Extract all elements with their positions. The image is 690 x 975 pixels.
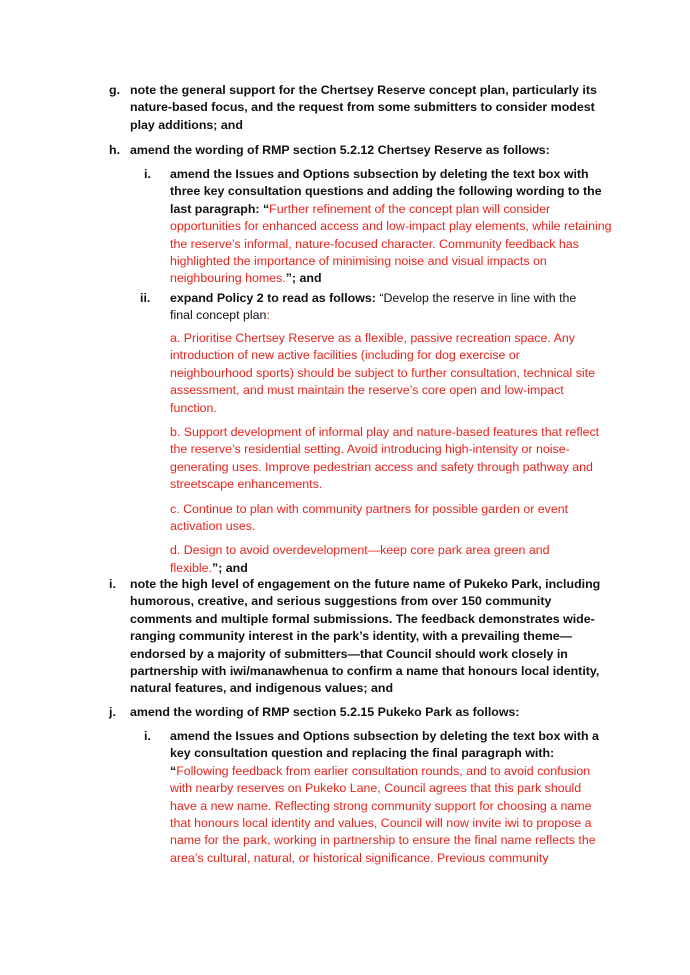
item-h-sub-ii-colon: :: [266, 308, 270, 323]
item-g-text: note the general support for the Chertsey Reserve concept plan, particularly its nature-based focus, and the request from some submitters to consider modest play additions; and: [130, 83, 597, 132]
policy-para-a: a. Prioritise Chertsey Reserve as a flexible, passive recreation space. Any introduction of new active facilities (including for dog exercise or neighbourhood sports) should be subject to further consultation, technical site assessment, and must maintain the reserve’s core open and low-impact function.: [170, 331, 595, 415]
policy-para-d-text: d. Design to avoid overdevelopment—keep core park area green and flexible.: [170, 543, 550, 575]
item-h-sub-i-red: Further refinement of the concept plan will consider opportunities for enhanced access and low-impact play elements, while retaining the reserve’s informal, nature-focused character. Community feedback has highlighted the importance of minimising noise and visual impacts on neighbouring homes.: [170, 201, 612, 286]
item-h-label: h.: [109, 143, 121, 157]
item-j-sub-i-text: [170, 728, 610, 867]
item-j-label: j.: [109, 705, 116, 719]
policy-para-d-tail: ”; and: [212, 560, 248, 575]
item-h-sub-i-label: i.: [144, 167, 151, 181]
item-j-sub-i-red: Following feedback from earlier consultation rounds, and to avoid confusion with nearby reserves on Pukeko Lane, Council agrees that this park should have a new name. Reflecting strong community support for choosing a name that honours local identity and values, Council will now invite iwi to propose a name for the park, working in partnership to ensure the final name reflects the area’s cultural, natural, or historical significance. Previous community: [170, 763, 596, 865]
item-h-sub-ii-policies: [170, 330, 602, 584]
item-h-sub-ii-normal: “Develop the reserve in line with the final concept plan: [170, 291, 577, 323]
item-h-sub-ii-intro: [170, 290, 600, 325]
item-j-sub-i-bold: amend the Issues and Options subsection by deleting the text box with a key consultation question and replacing the final paragraph with: “: [170, 729, 599, 778]
item-h-sub-i-bold: amend the Issues and Options subsection by deleting the text box with three key consultation questions and adding the following wording to the last paragraph: “: [170, 167, 602, 216]
item-j-sub-i-label: i.: [144, 729, 151, 743]
item-h-text: amend the wording of RMP section 5.2.12 Chertsey Reserve as follows:: [130, 143, 550, 157]
policy-para-c: c. Continue to plan with community partners for possible garden or event activation uses.: [170, 501, 569, 534]
item-h-sub-i-text: [170, 166, 618, 288]
item-h-sub-i-tail: ”; and: [285, 271, 322, 286]
item-h-sub-ii-bold: expand Policy 2 to read as follows:: [170, 291, 376, 305]
item-j-text: amend the wording of RMP section 5.2.15 Pukeko Park as follows:: [130, 705, 520, 719]
policy-para-b: b. Support development of informal play and nature-based features that reflect the reserve’s residential setting. Avoid introducing high-intensity or noise-generating uses. Improve pedestrian access and safety through pathway and streetscape enhancements.: [170, 425, 600, 492]
item-i-text: note the high level of engagement on the future name of Pukeko Park, including humorous, creative, and serious suggestions from over 150 community comments and multiple formal submissions. The feedback demonstrates wide-ranging community interest in the park’s identity, with a prevailing theme—endorsed by a majority of submitters—that Council should work closely in partnership with iwi/manawhenua to confirm a name that honours local identity, natural features, and indigenous values; and: [130, 577, 601, 696]
policy-para-d: [170, 542, 602, 577]
item-i-label: i.: [109, 577, 116, 591]
item-g-label: g.: [109, 83, 121, 97]
item-h-sub-ii-label: ii.: [140, 291, 151, 305]
